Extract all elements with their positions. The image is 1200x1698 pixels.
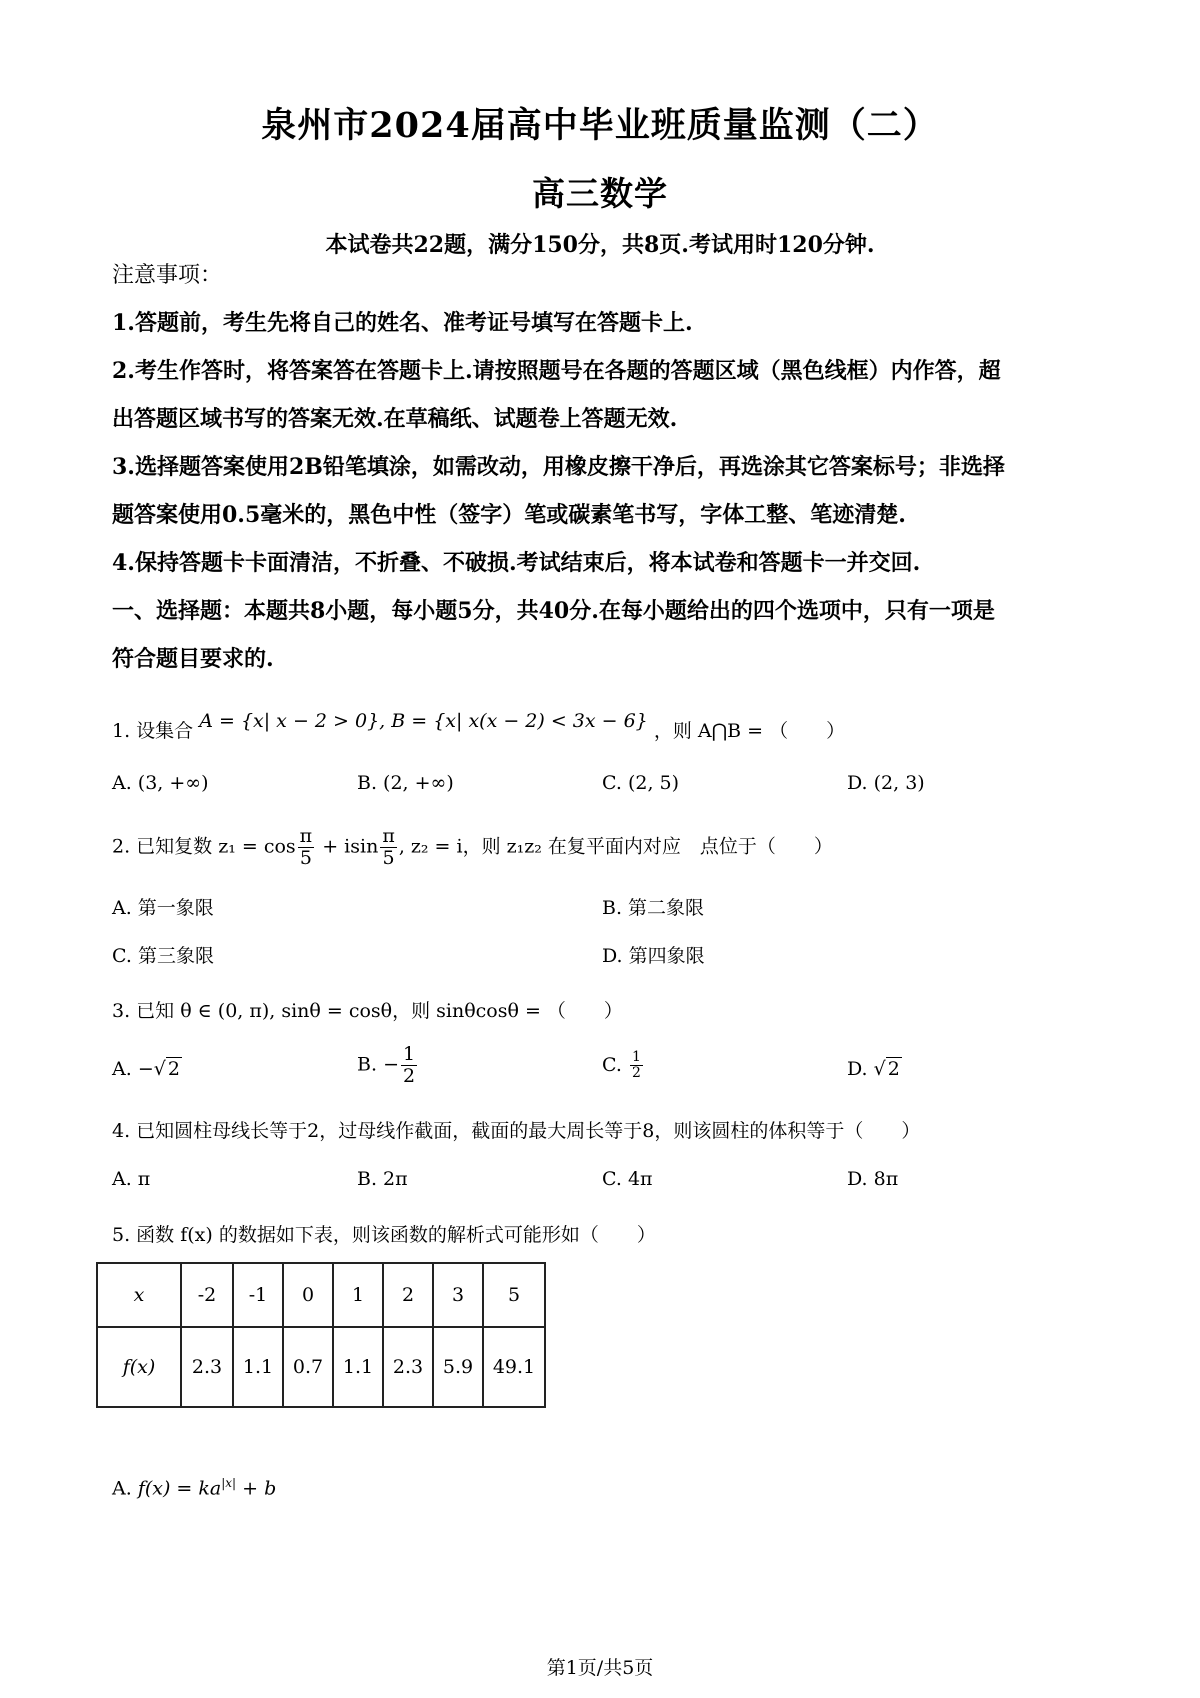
notice-item-3-cont: 题答案使用0.5毫米的，黑色中性（签字）笔或碳素笔书写，字体工整、笔迹清楚. [112, 502, 906, 528]
table-cell: 1.1 [333, 1327, 383, 1407]
q2-frac-1-den: 5 [299, 846, 312, 869]
q2-option-d: D. 第四象限 [602, 945, 705, 967]
table-cell: 0.7 [283, 1327, 333, 1407]
q3-b-num: 1 [402, 1043, 416, 1065]
table-cell: 1.1 [233, 1327, 283, 1407]
notice-item-2-cont: 出答题区域书写的答案无效.在草稿纸、试题卷上答题无效. [112, 406, 678, 432]
q5-a-exponent: |x| [221, 1476, 237, 1490]
q3-b-minus: − [383, 1053, 399, 1076]
q2-frac-1-num: π [299, 825, 313, 847]
q2-option-a: A. 第一象限 [112, 897, 214, 919]
table-cell: 49.1 [483, 1327, 545, 1407]
q4-option-c: C. 4π [602, 1168, 653, 1190]
q2-stem-start: 2. 已知复数 z₁ = cos [112, 835, 296, 858]
q3-c-frac [630, 1050, 643, 1082]
question-3: 3. 已知 θ ∈ (0, π), sinθ = cosθ，则 sinθcosθ = （ ） [112, 1000, 623, 1022]
q3-option-b [357, 1044, 419, 1087]
q2-frac-1 [298, 826, 315, 869]
q3-c-den: 2 [631, 1065, 641, 1082]
q2-option-b: B. 第二象限 [602, 897, 705, 919]
notice-heading: 注意事项： [112, 263, 223, 288]
q3-a-label: A. [112, 1058, 132, 1080]
sqrt-icon: √ 2 [873, 1058, 900, 1080]
subject-title: 高三数学 [532, 174, 668, 213]
sqrt-icon: √ 2 [153, 1058, 180, 1080]
q1-stem-start: 1. 设集合 [112, 720, 194, 742]
exam-info: 本试卷共22题，满分150分，共8页.考试用时120分钟. [325, 232, 875, 258]
table-cell: 0 [283, 1263, 333, 1327]
q1-stem-end: ，则 A⋂B = （ ） [653, 720, 846, 742]
q1-option-a: A. (3, +∞) [112, 772, 209, 794]
q2-option-c: C. 第三象限 [112, 945, 214, 967]
question-4: 4. 已知圆柱母线长等于2，过母线作截面，截面的最大周长等于8，则该圆柱的体积等于（ ） [112, 1120, 921, 1142]
table-cell: 3 [433, 1263, 483, 1327]
q5-option-a [112, 1476, 276, 1499]
q2-frac-2-num: π [382, 825, 395, 847]
q4-option-b: B. 2π [357, 1168, 408, 1190]
q3-d-radicand: 2 [887, 1058, 900, 1080]
q3-a-radicand: 2 [167, 1058, 180, 1080]
notice-item-1: 1.答题前，考生先将自己的姓名、准考证号填写在答题卡上. [112, 310, 693, 336]
table-cell: x [97, 1263, 181, 1327]
table-row [97, 1327, 545, 1407]
table-cell: 1 [333, 1263, 383, 1327]
exam-title: 泉州市2024届高中毕业班质量监测（二） [261, 105, 939, 146]
q3-c-num: 1 [631, 1049, 641, 1065]
q4-option-a: A. π [112, 1168, 151, 1190]
q1-option-d: D. (2, 3) [847, 772, 925, 794]
q1-set-expr: A = {x| x − 2 > 0}, B = {x| x(x − 2) < 3x − 6} [199, 710, 648, 732]
q3-b-den: 2 [402, 1064, 416, 1087]
section-heading-cont: 符合题目要求的. [112, 646, 274, 672]
q1-option-c: C. (2, 5) [602, 772, 680, 794]
question-5: 5. 函数 f(x) 的数据如下表，则该函数的解析式可能形如（ ） [112, 1224, 656, 1246]
q5-a-expr: f(x) = ka [137, 1477, 222, 1500]
q3-d-label: D. [847, 1058, 868, 1080]
q3-b-frac [401, 1044, 417, 1087]
table-cell: 5.9 [433, 1327, 483, 1407]
table-row [97, 1263, 545, 1327]
table-cell: -1 [233, 1263, 283, 1327]
q2-frac-2 [380, 826, 397, 869]
q5-a-label: A. [112, 1477, 132, 1500]
q5-a-tail: + b [236, 1477, 277, 1500]
notice-item-2: 2.考生作答时，将答案答在答题卡上.请按照题号在各题的答题区域（黑色线框）内作答，超 [112, 358, 1001, 384]
q3-a-minus: − [137, 1058, 154, 1080]
question-1 [112, 710, 846, 743]
q3-option-d [847, 1058, 902, 1080]
table-cell: 2.3 [181, 1327, 233, 1407]
q1-option-b: B. (2, +∞) [357, 772, 454, 794]
table-cell: f(x) [97, 1327, 181, 1407]
section-heading: 一、选择题：本题共8小题，每小题5分，共40分.在每小题给出的四个选项中，只有一项是 [112, 598, 995, 624]
q3-b-label: B. [357, 1053, 378, 1076]
q2-plus-isin: + isin [316, 835, 379, 858]
table-cell: 2.3 [383, 1327, 433, 1407]
q3-c-label: C. [602, 1053, 622, 1076]
q5-data-table [96, 1262, 546, 1408]
q4-option-d: D. 8π [847, 1168, 899, 1190]
notice-item-4: 4.保持答题卡卡面清洁，不折叠、不破损.考试结束后，将本试卷和答题卡一并交回. [112, 550, 921, 576]
table-cell: 2 [383, 1263, 433, 1327]
question-2 [112, 826, 833, 869]
table-cell: -2 [181, 1263, 233, 1327]
table-cell: 5 [483, 1263, 545, 1327]
q3-option-c [602, 1050, 645, 1082]
q3-option-a [112, 1058, 182, 1080]
q2-stem-mid: , z₂ = i，则 z₁z₂ 在复平面内对应 点位于（ ） [398, 835, 833, 858]
q2-frac-2-den: 5 [382, 846, 395, 869]
notice-item-3: 3.选择题答案使用2B铅笔填涂，如需改动，用橡皮擦干净后，再选涂其它答案标号；非选择 [112, 454, 1005, 480]
page-footer: 第1页/共5页 [546, 1657, 654, 1679]
